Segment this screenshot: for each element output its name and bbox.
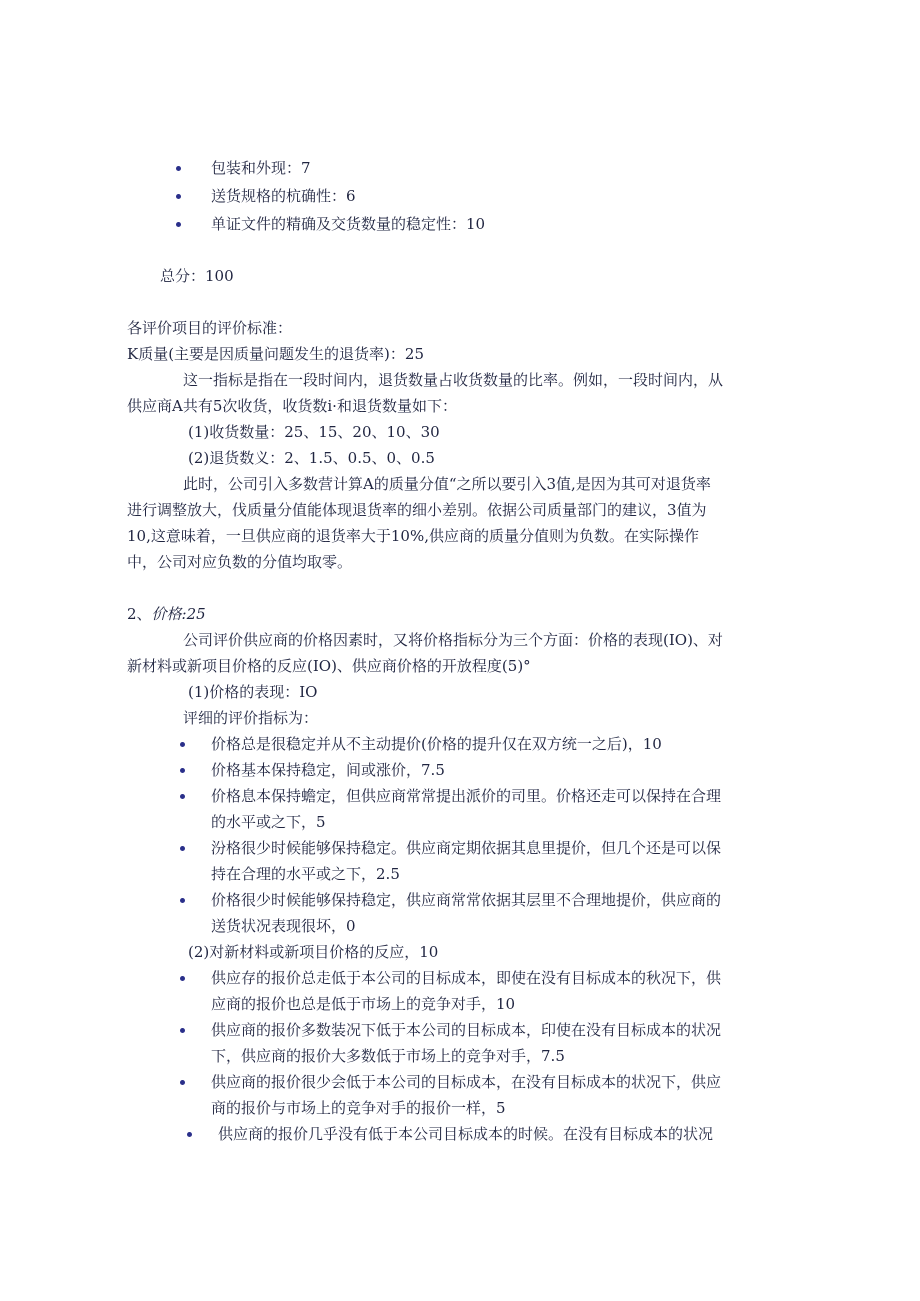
bullet-icon: [187, 1132, 192, 1137]
list-item: 价格息本保持蟾定，但供应商常常提出派价的司里。价格还走可以保持在合理: [211, 787, 722, 805]
new-item-heading: (2)对新材料或新项目价格的反应，10: [188, 943, 439, 961]
list-item: 汾格很少时候能够保持稳定。供应商定期依据其息里提价，但几个还是可以保: [211, 839, 722, 857]
bullet-icon: [180, 794, 185, 799]
bullet-icon: [180, 768, 185, 773]
list-item: 价格总是很稳定并从不主动提价(价格的提升仅在双方统一之后)，10: [211, 735, 662, 753]
price-heading-number: 2、: [127, 605, 152, 623]
bullet-icon: [180, 976, 185, 981]
list-item: 价格很少时候能够保持稳定，供应商常常依据其层里不合理地提价，供应商的: [211, 891, 722, 909]
list-item-continuation: 送货状况表现很坏，0: [211, 917, 356, 935]
list-item: 供应商的报价多数装况下低于本公司的目标成本，印使在没有目标成本的状况: [211, 1021, 722, 1039]
bullet-icon: [176, 194, 181, 199]
list-item-continuation: 下，供应商的报价大多数低于市场上的竞争对手，7.5: [211, 1047, 565, 1065]
total-score: 总分：100: [160, 267, 234, 285]
paragraph-line: 新材料或新项目价格的反应(IO)、供应商价格的开放程度(5)°: [127, 657, 531, 675]
quality-heading: K质量(主要是因质量问题发生的退货率)：25: [127, 345, 424, 363]
list-item: 单证文件的精确及交货数量的稳定性：10: [211, 215, 486, 233]
list-item-continuation: 应商的报价也总是低于市场上的竞争对手，10: [211, 995, 516, 1013]
list-item: 供应商的报价几乎没有低于本公司目标成本的时候。在没有目标成本的状况: [218, 1125, 714, 1143]
paragraph-line: 公司评价供应商的价格因素时，又将价格指标分为三个方面：价格的表现(IO)、对: [183, 631, 723, 649]
list-item: 供应存的报价总走低于本公司的目标成本，即使在没有目标成本的秋况下，供: [211, 969, 722, 987]
bullet-icon: [176, 222, 181, 227]
price-performance-heading: (1)价格的表现：IO: [188, 683, 318, 701]
paragraph-line: 这一指标是指在一段时间内，退货数量占收货数量的比率。例如，一段时间内，从: [183, 371, 724, 389]
list-item: 价格基本保持稳定，间或涨价，7.5: [211, 761, 445, 779]
criteria-heading: 各评价项目的评价标准：: [127, 319, 293, 337]
price-heading: [127, 604, 206, 624]
bullet-icon: [180, 846, 185, 851]
list-item-continuation: 持在合理的水平或之下，2.5: [211, 865, 400, 883]
receive-quantity: (1)收货数量：25、15、20、10、30: [188, 423, 440, 441]
list-item: 送货规格的杭确性：6: [211, 187, 356, 205]
list-item-continuation: 的水平或之下，5: [211, 813, 326, 831]
detail-heading: 评细的评价指标为：: [183, 709, 319, 727]
paragraph-line: 10,这意味着，一旦供应商的退货率大于10%,供应商的质量分值则为负数。在实际操作: [127, 527, 699, 545]
paragraph-line: 中，公司对应负数的分值均取零。: [127, 553, 353, 571]
paragraph-line: 进行调整放大，伐质量分值能体现退货率的细小差别。依据公司质量部门的建议，3值为: [127, 501, 707, 519]
list-item-continuation: 商的报价与市场上的竞争对手的报价一样，5: [211, 1099, 506, 1117]
bullet-icon: [180, 1028, 185, 1033]
return-quantity: (2)退货数义：2、1.5、0.5、0、0.5: [188, 449, 435, 467]
bullet-icon: [176, 166, 181, 171]
list-item: 包装和外现：7: [211, 159, 311, 177]
paragraph-line: 供应商A共有5次收货，收货数i·和退货数量如下：: [127, 397, 457, 415]
paragraph-line: 此时，公司引入多数营计算A的质量分值“之所以要引入3值,是因为其可对退货率: [183, 475, 711, 493]
bullet-icon: [180, 898, 185, 903]
price-heading-label: 价格:25: [151, 605, 206, 623]
bullet-icon: [180, 1080, 185, 1085]
bullet-icon: [180, 742, 185, 747]
list-item: 供应商的报价很少会低于本公司的目标成本，在没有目标成本的状况下，供应: [211, 1073, 722, 1091]
